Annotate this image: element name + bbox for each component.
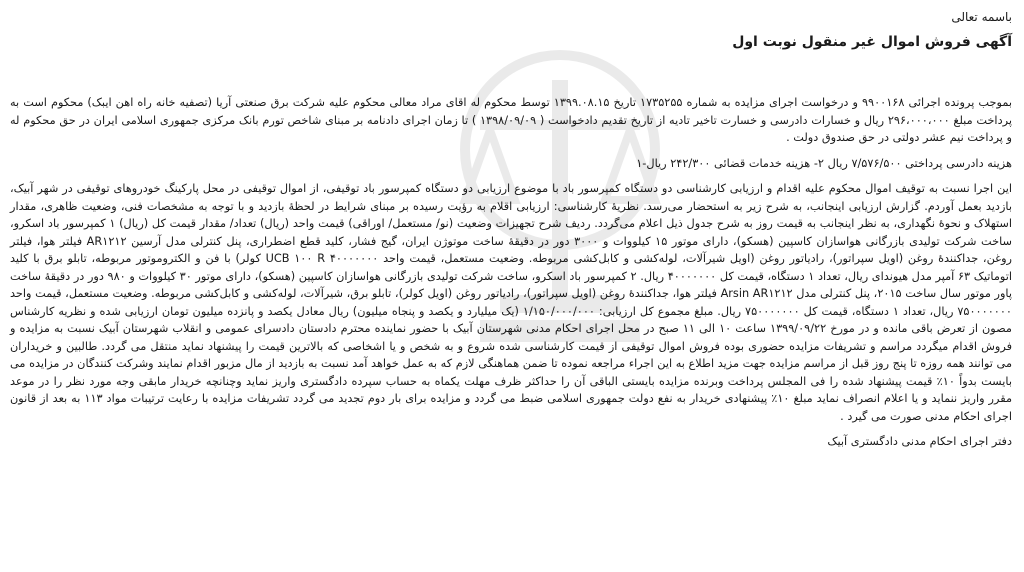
basmala: باسمه تعالی <box>951 10 1012 24</box>
paragraph-case-details: بموجب پرونده اجرائی ۹۹۰۰۱۶۸ و درخواست اجرای مزایده به شماره ۱۷۳۵۲۵۵ تاریخ ۱۳۹۹.۰۸.۱۵ توسط محکوم له اقای مراد معالی محکوم علیه شرکت برق صنعتی آریا (تصفیه خانه راه اهن ایبک) محکوم است به پرداخت مبلغ ۲۹۶،۰۰۰،۰۰۰ ریال و خسارات دادرسی و خسارت تاخیر تادیه از تاریخ تقدیم دادخواست ( ۱۳۹۸/۰۹/۰۹ ) تا زمان اجرای دادنامه بر مبنای شاخص تورم بانک مرکزی جمهوری اسلامی ایران در حق محکوم له و پرداخت نیم عشر دولتی در حق صندوق دولت . <box>10 96 1012 144</box>
fees-line: هزینه دادرسی پرداختی ۷/۵۷۶/۵۰۰ ریال ۲- هزینه خدمات قضائی ۲۴۲/۳۰۰ ریال-۱ <box>636 156 1012 170</box>
issuing-office: دفتر اجرای احکام مدنی دادگستری آبیک <box>827 435 1012 448</box>
paragraph-auction-details: این اجرا نسبت به توقیف اموال محکوم علیه اقدام و ارزیابی کارشناسی دو دستگاه کمپرسور باد با موضوع ارزیابی دو دستگاه کمپرسور باد توقیفی، از اموال توقیفی در محل پارکینگ خودروهای توقیفی در شهر آبیک، بازدید بعمل آوردم. گزارش ارزیابی اینجانب، به شرح زیر به استحضار می‌رسد. نظریهٔ کارشناسی: ارزیابی اقلام به رؤیت رسیده بر مبنای شرایط در لحظهٔ بازدید و با توجه به مشخصات فنی، وضعیت ظاهری، مقدار استهلاک و نحوهٔ نگهداری، به نظر اینجانب به قیمت روز به شرح جدول ذیل اعلام می‌گردد. ردیف شرح تجهیزات وضعیت (نو/ مستعمل/ اوراقی) قیمت واحد (ریال) تعداد/ مقدار قیمت کل (ریال) ۱ کمپرسور باد اسکرو، ساخت شرکت تولیدی بازرگانی هواسازان کاسپین (هسکو)، دارای موتور ۱۵ کیلووات و ۳۰۰۰ دور در دقیقهٔ ساخت موتوژن ایران، گیج فشار، کلید قطع اضطراری، پنل کنترلی مدل آرسین AR۱۲۱۲ فیلتر هوا، فیلتر روغن، جداکنندهٔ روغن (اویل سپراتور)، رادیاتور روغن (اویل شیرآلات، لوله‌کشی و کابل‌کشی مربوطه. وضعیت مستعمل، قیمت واحد ۴۰۰۰۰۰۰۰ UCB ۱۰۰ R کولر) با فن و الکتروموتور مربوطه، تابلو برق با کلید اتوماتیک ۶۳ آمپر مدل هیوندای ریال، تعداد ۱ دستگاه، قیمت کل ۴۰۰۰۰۰۰۰ ریال. ۲ کمپرسور باد اسکرو، ساخت شرکت تولیدی بازرگانی هواسازان کاسپین (هسکو)، دارای موتور ۳۰ کیلووات و ۹۸۰ دور در دقیقهٔ ساخت پاور موتور سال ساخت ۲۰۱۵، پنل کنترلی مدل Arsin AR۱۲۱۲ فیلتر هوا، جداکنندهٔ روغن (اویل سپراتور)، رادیاتور روغن (اویل کولر)، تابلو برق، شیرآلات، لوله‌کشی و کابل‌کشی مربوطه. وضعیت مستعمل، قیمت واحد ۷۵۰۰۰۰۰۰۰ ریال، تعداد ۱ دستگاه، قیمت کل ۷۵۰۰۰۰۰۰۰ ریال. مبلغ مجموع کل ارزیابی: ۱/۱۵۰/۰۰۰/۰۰۰ (یک میلیارد و یکصد و پنجاه میلیون) ریال معادل یکصد و پانزده میلیون تومان ارزیابی شده و نظریه کارشناس مصون از تعرض باقی مانده و در مورخ ۱۳۹۹/۰۹/۲۲ ساعت ۱۰ الی ۱۱ صبح در محل اجرای احکام مدنی شهرستان آبیک با حضور نماینده محترم دادستان دادسرای عمومی و انقلاب شهرستان آبیک نسبت به مزایده و فروش اقدام میگردد مراسم و تشریفات مزایده حضوری بوده فروش اموال توقیفی از قیمت کارشناسی شده شروع و به شخص و یا اشخاصی که بالاترین قیمت را پیشنهاد نماید منتقل می گردد. طالبین و خریداران می توانند همه روزه تا پنج روز قبل از مراسم مزایده جهت مزید اطلاع به این اجراء مراجعه نموده تا ضمن هماهنگی لازم که به عمل خواهد آمد نسبت به بازدید از مال مزبور اقدام نمایند وشرکت کنندگان در مزایده می بایست بدواً ۱۰٪ قیمت پیشنهاد شده را فی المجلس پرداخت وبرنده مزایده بایستی الباقی آن را حداکثر ظرف مهلت یکماه به حساب سپرده دادگستری واریز نماید وچنانچه خریدار مابقی وجه مورد نظر را در موعد مقرر واریز ننماید و یا اعلام انصراف نماید مبلغ ۱۰٪ پیشنهادی خریدار به نفع دولت جمهوری اسلامی ضبط می گردد و مزایده برای بار دوم تجدید می گردد تشریفات مزایده با رعایت ترتیبات مواد ۱۱۳ به بعد از قانون اجرای احکام مدنی صورت می گیرد . <box>10 182 1013 423</box>
notice-title: آگهی فروش اموال غیر منقول نوبت اول <box>732 34 1012 50</box>
